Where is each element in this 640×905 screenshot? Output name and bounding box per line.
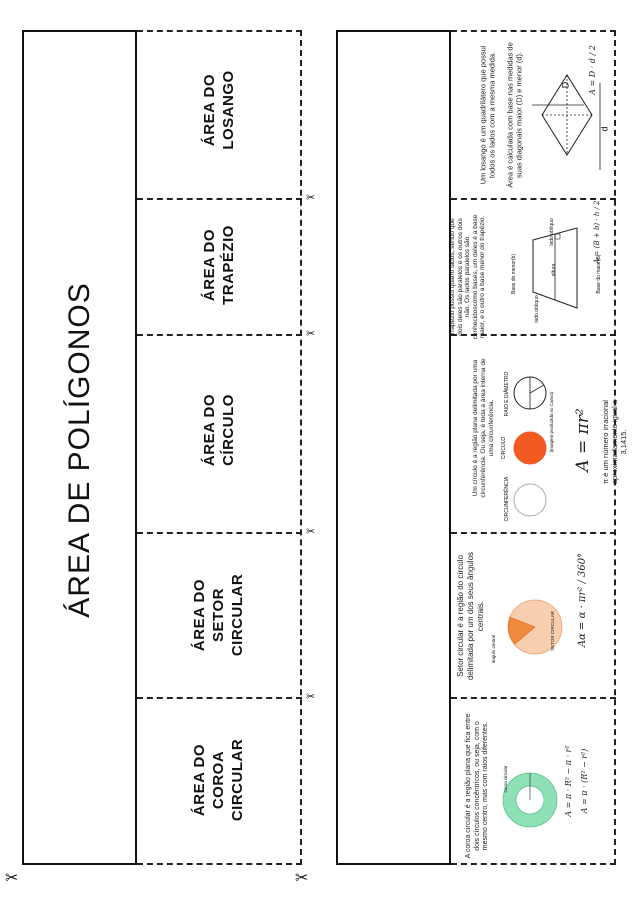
scissors-icon: ✂ [306, 191, 316, 204]
setor-label: SETOR CIRCULAR [550, 611, 555, 651]
circulo-text: Um círculo é a região plana delimitada por uma circunferência. Ou seja, é toda a área interna de uma circunferência. [472, 358, 495, 498]
flap-label-coroa: ÁREA DO COROA CIRCULAR [191, 738, 246, 822]
coroa-text: A coroa circular é a região plana que fica entre dois círculos concêntricos, ou seja, com o mesmo centro, mas com raios diferentes. [465, 713, 489, 859]
flap-label-trapezio: ÁREA DO TRAPÉZIO [201, 225, 237, 305]
trapezio-label-lado-obliquo: lado oblíquo [534, 295, 540, 323]
setor-text: Setor circular é a região do círculo delimitada por um dos seus ângulos centrais. [456, 551, 485, 681]
flap-divider-2 [137, 334, 302, 336]
content-divider-1 [451, 198, 616, 200]
scissors-icon: ✂ [295, 868, 309, 887]
losango-label-d: d [599, 126, 610, 132]
page-title: ÁREA DE POLÍGONOS [63, 282, 96, 618]
circulo-label-circulo: CÍRCULO [501, 436, 507, 460]
scissors-icon: ✂ [306, 327, 316, 340]
setor-label-angulo: ângulo central [491, 634, 496, 664]
content-divider-3 [451, 532, 616, 534]
scissors-icon: ✂ [306, 525, 316, 538]
trapezio-label-base-maior: Base do maior(B) [596, 254, 602, 294]
trapezio-label-base-menor: Base do menor(b) [511, 253, 517, 295]
flap-divider-4 [137, 697, 302, 699]
coroa-label: coroa circular [503, 765, 508, 793]
flap-label-losango: ÁREA DO LOSANGO [201, 70, 237, 150]
losango-label-D: D [560, 81, 571, 89]
losango-formula: A = D · d / 2 [588, 45, 597, 95]
losango-text-2: Área é calculada com base nas medidas de suas diagonais maior (D) e menor (d). [505, 42, 524, 188]
content-divider-4 [451, 697, 616, 699]
flap-divider-1 [137, 198, 302, 200]
circulo-formula: A = πr² [573, 408, 593, 472]
trapezio-label-altura: altura [551, 263, 557, 277]
trapezio-label-lado-obliquo-2: lado oblíquo [549, 218, 555, 246]
flap-label-circulo: ÁREA DO CÍRCULO [201, 393, 237, 467]
circulo-pi-note: π é um número irracional aproximadamente igual a 3,1415. [601, 399, 628, 485]
circulo-label-circunferencia: CIRCUNFERÊNCIA [504, 476, 510, 522]
blank-strip [336, 30, 451, 865]
coroa-formula-1: A = π · R² − π · r² [564, 745, 573, 817]
losango-text: Um losango é um quadrilátero que possui todos os lados com a mesma medida. [478, 45, 497, 185]
scissors-icon: ✂ [5, 868, 19, 887]
flap-label-setor: ÁREA DO SETOR CIRCULAR [191, 573, 246, 657]
coroa-formula-2: A = π · (R² − r²) [580, 748, 589, 814]
circulo-label-note: (imagem produzida no Canva) [549, 391, 554, 453]
flap-divider-3 [137, 532, 302, 534]
circulo-label-raio: RAIO E DIÂMETRO [504, 371, 510, 417]
trapezio-formula: A = (B + b) · h / 2 [593, 200, 601, 264]
trapezio-text: Trapézio possui quatro lados, sendo que dois deles são paralelos e os outros dois não. Os lados paralelos são conhecidoscomo bases, um deles é a base maior, e o outro a base menor do trapézio. [449, 214, 486, 340]
setor-formula: Aα = α · πr² / 360° [577, 552, 588, 648]
scissors-icon: ✂ [306, 690, 316, 703]
